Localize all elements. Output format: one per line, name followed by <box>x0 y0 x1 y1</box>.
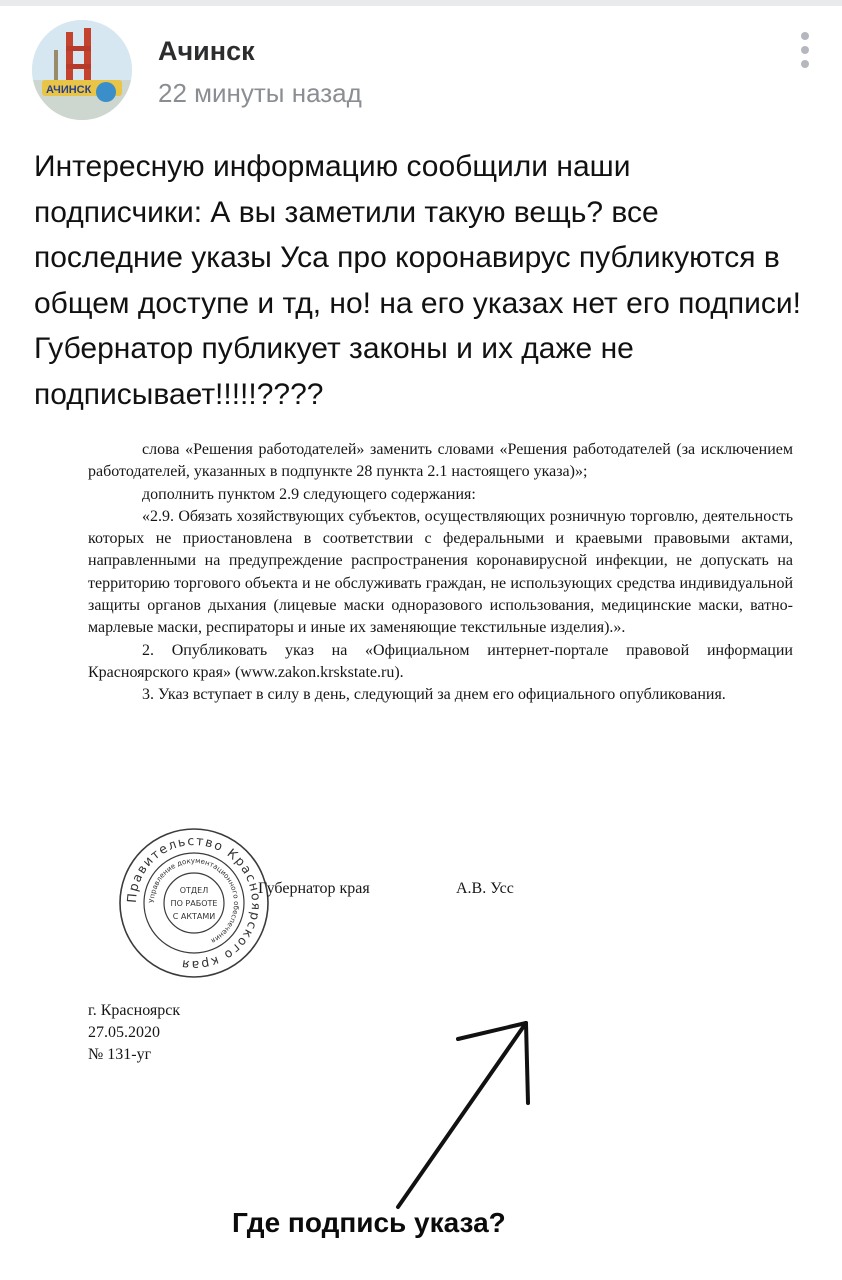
avatar-image <box>32 20 132 120</box>
stamp-image <box>114 823 294 983</box>
document-image[interactable] <box>0 425 842 1280</box>
document-paragraph: 2. Опубликовать указ на «Официальном интернет-портале правовой информации Красноярского края» (www.zakon.krskstate.ru). <box>88 641 793 681</box>
document-number: № 131-уг <box>88 1046 152 1063</box>
svg-text:АЧИНСК: АЧИНСК <box>46 84 92 96</box>
post-text: Интересную информацию сообщили наши подписчики: А вы заметили такую вещь? все последние указы Уса про коронавирус публикуются в общем доступе и тд, но! на его указах нет его подписи! Губернатор публикует законы и их даже не подписывает!!!!!???? <box>34 150 801 411</box>
document-paragraph: «2.9. Обязать хозяйствующих субъектов, осуществляющих розничную торговлю, деятельность которых не приостановлена в соответствии с федеральными и краевыми правовыми актами, направленными на предупреждение распространения коронавирусной инфекции, не допускать на территорию торгового объекта и не обслуживать граждан, не использующих средства индивидуальной защиты органов дыхания (лицевые маски одноразового использования, медицинские маски, ватно-марлевые маски, респираторы и иные их заменяющие текстильные изделия).». <box>88 507 793 637</box>
svg-text:Правительство Красноярского кр: Правительство Красноярского края <box>123 832 265 974</box>
post-header <box>32 20 822 120</box>
signature-title: Губернатор края <box>258 880 370 897</box>
document-paragraph: 3. Указ вступает в силу в день, следующий за днем его официального опубликования. <box>142 686 726 704</box>
author-name[interactable]: Ачинск <box>158 36 255 66</box>
svg-text:Управление документационного о: Управление документационного обеспечения <box>147 856 241 945</box>
svg-text:ПО РАБОТЕ: ПО РАБОТЕ <box>170 899 218 908</box>
avatar[interactable] <box>32 20 132 120</box>
top-divider <box>0 0 842 6</box>
document-paragraph: слова «Решения работодателей» заменить словами «Решения работодателей (за исключением работодателей, указанных в подпункте 28 пункта 2.1 настоящего указа)»; <box>88 441 793 481</box>
svg-text:ОТДЕЛ: ОТДЕЛ <box>179 886 209 895</box>
document-footer <box>88 1000 180 1066</box>
svg-text:С АКТАМИ: С АКТАМИ <box>172 912 216 921</box>
document-paragraph: дополнить пунктом 2.9 следующего содержания: <box>142 485 476 503</box>
signature-name: А.В. Усс <box>456 880 514 897</box>
document-text <box>88 439 793 707</box>
more-vertical-icon[interactable] <box>800 32 810 72</box>
post-time[interactable]: 22 минуты назад <box>158 78 362 108</box>
image-caption: Где подпись указа? <box>232 1207 506 1238</box>
document-date: 27.05.2020 <box>88 1024 160 1041</box>
document-city: г. Красноярск <box>88 1002 181 1019</box>
